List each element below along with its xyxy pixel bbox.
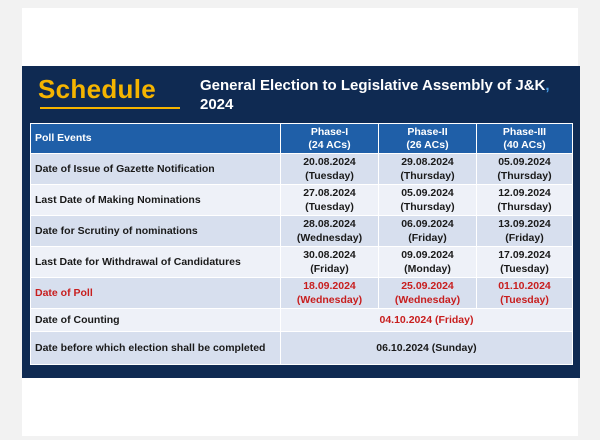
cell-date: 09.09.2024 xyxy=(401,249,454,261)
schedule-table xyxy=(30,123,573,365)
phase-2-cell xyxy=(379,216,477,247)
phase-name: Phase-III xyxy=(502,125,547,138)
cell-day: (Tuesday) xyxy=(500,263,549,275)
phase-name: Phase-II xyxy=(407,125,448,138)
phase-seats: (24 ACs) xyxy=(308,138,351,151)
phase-1-cell xyxy=(281,278,379,309)
phase-1-cell xyxy=(281,185,379,216)
cell-date: 05.09.2024 xyxy=(401,187,454,199)
phase-3-cell xyxy=(477,278,573,309)
cell-day: (Wednesday) xyxy=(394,294,461,306)
table-row-completion xyxy=(31,332,573,365)
counting-date: 04.10.2024 (Friday) xyxy=(281,309,573,332)
cell-date: 13.09.2024 xyxy=(498,218,551,230)
event-label: Last Date for Withdrawal of Candidatures xyxy=(31,247,281,278)
header-poll-events: Poll Events xyxy=(31,124,281,154)
phase-2-cell xyxy=(379,278,477,309)
phase-1-cell xyxy=(281,216,379,247)
cell-date: 12.09.2024 xyxy=(498,187,551,199)
phase-1-cell xyxy=(281,247,379,278)
cell-day: (Tuesday) xyxy=(305,170,354,182)
header-phase-3 xyxy=(477,124,573,154)
cell-day: (Wednesday) xyxy=(296,232,363,244)
table-row xyxy=(31,185,573,216)
table-row-date-of-poll xyxy=(31,278,573,309)
event-label: Date of Counting xyxy=(31,309,281,332)
election-heading xyxy=(200,76,560,114)
phase-seats: (26 ACs) xyxy=(406,138,449,151)
header-phase-1 xyxy=(281,124,379,154)
cell-date: 29.08.2024 xyxy=(401,156,454,168)
completion-date: 06.10.2024 (Sunday) xyxy=(281,332,573,365)
phase-2-cell xyxy=(379,154,477,185)
table-row xyxy=(31,247,573,278)
phase-seats: (40 ACs) xyxy=(503,138,546,151)
cell-day: (Monday) xyxy=(404,263,451,275)
cell-day: (Thursday) xyxy=(400,170,455,182)
cell-day: (Friday) xyxy=(310,263,349,275)
cell-day: (Thursday) xyxy=(400,201,455,213)
cell-date: 05.09.2024 xyxy=(498,156,551,168)
cell-date: 17.09.2024 xyxy=(498,249,551,261)
title-underline xyxy=(40,107,180,109)
phase-2-cell xyxy=(379,185,477,216)
event-label: Date of Issue of Gazette Notification xyxy=(31,154,281,185)
cell-date: 25.09.2024 xyxy=(401,280,454,292)
event-label: Last Date of Making Nominations xyxy=(31,185,281,216)
phase-3-cell xyxy=(477,247,573,278)
phase-2-cell xyxy=(379,247,477,278)
cell-date: 27.08.2024 xyxy=(303,187,356,199)
cell-day: (Tuesday) xyxy=(500,294,549,306)
table-row xyxy=(31,154,573,185)
table-row-counting xyxy=(31,309,573,332)
cell-date: 28.08.2024 xyxy=(303,218,356,230)
table-row xyxy=(31,216,573,247)
header-phase-2 xyxy=(379,124,477,154)
cell-day: (Tuesday) xyxy=(305,201,354,213)
phase-3-cell xyxy=(477,154,573,185)
heading-comma: , xyxy=(545,77,550,94)
cell-day: (Thursday) xyxy=(497,201,552,213)
phase-1-cell xyxy=(281,154,379,185)
cell-date: 30.08.2024 xyxy=(303,249,356,261)
phase-3-cell xyxy=(477,216,573,247)
cell-day: (Wednesday) xyxy=(296,294,363,306)
cell-date: 01.10.2024 xyxy=(498,280,551,292)
schedule-title: Schedule xyxy=(38,74,156,104)
heading-year: 2024 xyxy=(200,96,234,113)
phase-name: Phase-I xyxy=(310,125,349,138)
event-label: Date for Scrutiny of nominations xyxy=(31,216,281,247)
phase-3-cell xyxy=(477,185,573,216)
event-label: Date of Poll xyxy=(31,278,281,309)
cell-day: (Friday) xyxy=(505,232,544,244)
cell-date: 18.09.2024 xyxy=(303,280,356,292)
event-label: Date before which election shall be completed xyxy=(31,332,281,365)
cell-day: (Thursday) xyxy=(497,170,552,182)
cell-date: 06.09.2024 xyxy=(401,218,454,230)
heading-text: General Election to Legislative Assembly of J&K xyxy=(200,77,546,94)
table-header-row xyxy=(31,124,573,154)
cell-day: (Friday) xyxy=(408,232,447,244)
cell-date: 20.08.2024 xyxy=(303,156,356,168)
